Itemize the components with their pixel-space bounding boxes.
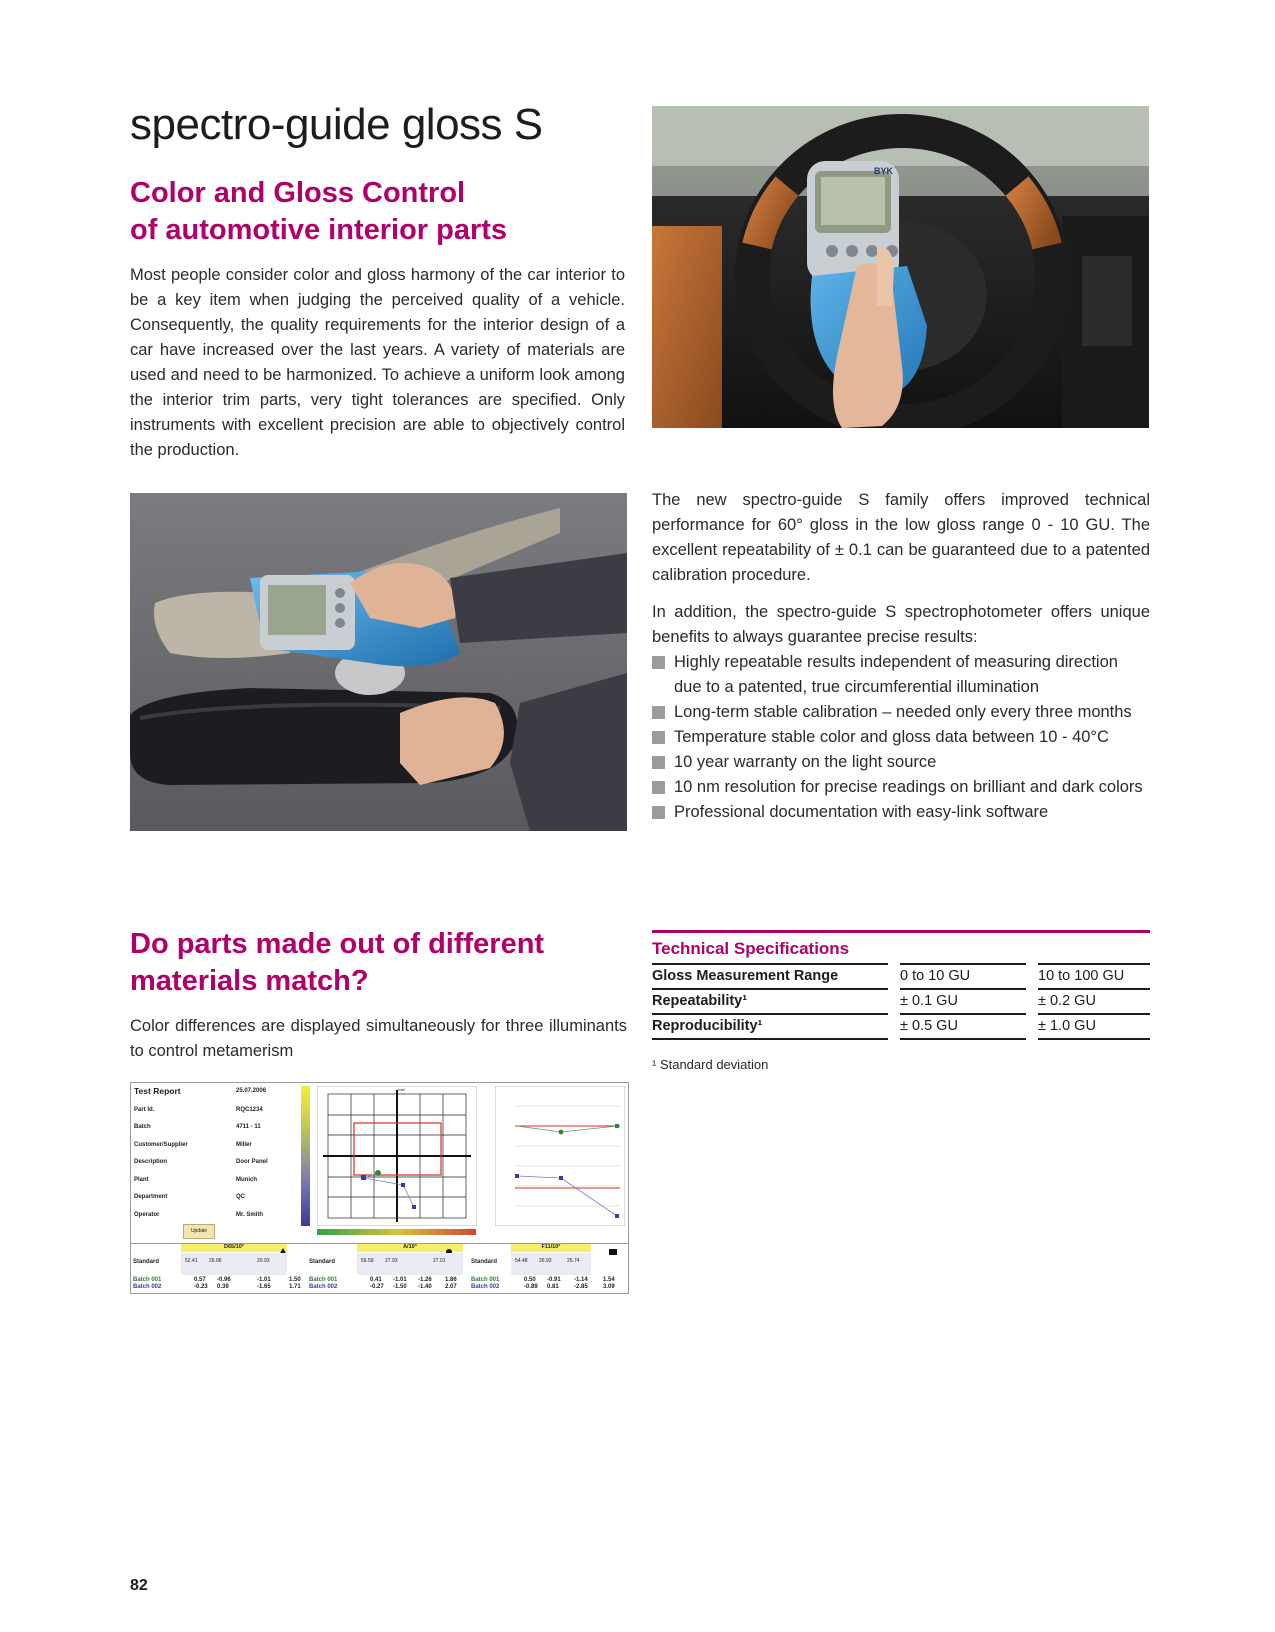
value: 0.57 xyxy=(194,1277,206,1283)
value: 0.41 xyxy=(370,1277,382,1283)
section-paragraph: Most people consider color and gloss harmony of the car interior to be a key item when judging the perceived quality of a vehicle. Consequently, the quality requirements for the interior design of a car have increased over the last years. A variety of materials are used and need to be harmonized. To achieve a uniform look among the interior trim parts, very tight tolerances are specified. Only instruments with excellent precision are able to objectively control the production. xyxy=(130,266,625,459)
batch-label: Batch 001 xyxy=(471,1277,500,1283)
square-marker-icon xyxy=(609,1249,617,1255)
value: 1.54 xyxy=(603,1277,615,1283)
report-title: Test Report xyxy=(134,1086,181,1096)
bullet-square-icon xyxy=(652,806,665,819)
feature-text: 10 nm resolution for precise readings on brilliant and dark colors xyxy=(674,778,1143,796)
batch-label: Batch 001 xyxy=(309,1277,338,1283)
value: 1.86 xyxy=(445,1277,457,1283)
report-field-value: 4711 - 11 xyxy=(236,1124,261,1130)
value: -0.96 xyxy=(217,1277,231,1283)
spec-value-high: ± 0.2 GU xyxy=(1038,988,1150,1013)
value: -0.23 xyxy=(194,1284,208,1290)
report-field-value: Miller xyxy=(236,1142,252,1148)
report-field-label: Batch xyxy=(134,1124,151,1130)
steering-wheel-photo xyxy=(652,106,1149,428)
feature-item xyxy=(652,775,1150,800)
value: -1.40 xyxy=(418,1284,432,1290)
value: 1.50 xyxy=(289,1277,301,1283)
spec-label: Reproducibility¹ xyxy=(652,1013,888,1038)
bullet-square-icon xyxy=(652,781,665,794)
report-field-label: Operator xyxy=(134,1212,160,1218)
heading-line-1: Color and Gloss Control xyxy=(130,177,466,209)
heading-line-1: Do parts made out of different xyxy=(130,928,545,960)
value: -0.89 xyxy=(524,1284,538,1290)
batch-label: Batch 002 xyxy=(309,1284,338,1290)
feature-text: Temperature stable color and gloss data between 10 - 40°C xyxy=(674,728,1109,746)
report-field-label: Department xyxy=(134,1194,168,1200)
spec-footnote: ¹ Standard deviation xyxy=(652,1057,769,1072)
section-heading xyxy=(130,175,625,249)
value: 56.59 xyxy=(361,1258,374,1264)
page-title: spectro-guide gloss S xyxy=(130,100,543,149)
section-features xyxy=(652,488,1150,825)
value: 54.48 xyxy=(515,1258,528,1264)
armrest-measurement-photo xyxy=(130,493,627,831)
feature-list xyxy=(652,650,1150,825)
feature-text: Highly repeatable results independent of measuring direction due to a patented, true circumferential illumination xyxy=(674,653,1118,696)
value: 26.06 xyxy=(209,1258,222,1264)
heading-line-2: materials match? xyxy=(130,965,369,997)
spec-value-high: ± 1.0 GU xyxy=(1038,1013,1150,1038)
standard-values-d65 xyxy=(181,1253,287,1275)
feature-text: Professional documentation with easy-link software xyxy=(674,803,1049,821)
illuminant-header: F11/10° xyxy=(511,1244,591,1252)
bullet-square-icon xyxy=(652,731,665,744)
report-field-value: Munich xyxy=(236,1177,257,1183)
batch-label: Batch 001 xyxy=(133,1277,162,1283)
value: -1.01 xyxy=(393,1277,407,1283)
value: 25.74 xyxy=(567,1258,580,1264)
dl-trend-chart xyxy=(495,1086,625,1226)
features-paragraph-2: In addition, the spectro-guide S spectrophotometer offers unique benefits to always guarantee precise results: xyxy=(652,603,1150,646)
bullet-square-icon xyxy=(652,706,665,719)
bullet-square-icon xyxy=(652,656,665,669)
report-field-label: Description xyxy=(134,1159,168,1165)
lightness-gradient-bar xyxy=(301,1086,310,1226)
spec-value-high: 10 to 100 GU xyxy=(1038,963,1150,988)
ab-axis-label: +da* xyxy=(397,1087,406,1092)
value: 2.07 xyxy=(445,1284,457,1290)
hue-gradient-bar xyxy=(317,1229,476,1235)
feature-item xyxy=(652,650,1150,700)
value: 0.81 xyxy=(547,1284,559,1290)
value: -1.50 xyxy=(393,1284,407,1290)
spec-value-low: ± 0.5 GU xyxy=(900,1013,1026,1038)
value: -1.65 xyxy=(257,1284,271,1290)
section-paragraph: Color differences are displayed simultaneously for three illuminants to control metamerism xyxy=(130,1017,627,1060)
spec-row xyxy=(652,963,1150,988)
report-field-value: Mr. Smith xyxy=(236,1212,264,1218)
device-brand-label: BYK xyxy=(874,166,894,176)
value: 27.93 xyxy=(385,1258,398,1264)
standard-label: Standard xyxy=(133,1259,160,1265)
features-paragraph-1: The new spectro-guide S family offers improved technical performance for 60° gloss in the low gloss range 0 - 10 GU. The excellent repeatability of ± 0.1 can be guaranteed due to a patented calibration procedure. xyxy=(652,491,1150,584)
feature-item xyxy=(652,800,1150,825)
value: 1.71 xyxy=(289,1284,301,1290)
standard-label: Standard xyxy=(471,1259,498,1265)
spec-top-rule xyxy=(652,930,1150,933)
report-data-tables xyxy=(131,1243,628,1294)
illuminant-header: D65/10° xyxy=(181,1244,287,1252)
value: -1.26 xyxy=(418,1277,432,1283)
value: -0.91 xyxy=(547,1277,561,1283)
batch-label: Batch 002 xyxy=(133,1284,162,1290)
feature-text: Long-term stable calibration – needed only every three months xyxy=(674,703,1132,721)
value: 52.41 xyxy=(185,1258,198,1264)
value: 20.93 xyxy=(257,1258,270,1264)
report-field-value: RQC1234 xyxy=(236,1107,263,1113)
value: 27.01 xyxy=(433,1258,446,1264)
report-field-value: Door Panel xyxy=(236,1159,268,1165)
page-number: 82 xyxy=(130,1577,148,1594)
spec-value-low: 0 to 10 GU xyxy=(900,963,1026,988)
value: 26.93 xyxy=(539,1258,552,1264)
batch-label: Batch 002 xyxy=(471,1284,500,1290)
report-update-button[interactable]: Update xyxy=(183,1224,215,1239)
value: -1.01 xyxy=(257,1277,271,1283)
report-field-value: QC xyxy=(236,1194,245,1200)
spec-title: Technical Specifications xyxy=(652,939,850,958)
report-field-label: Part Id. xyxy=(134,1107,155,1113)
spec-row xyxy=(652,1013,1150,1038)
bullet-square-icon xyxy=(652,756,665,769)
report-field-label: Customer/Supplier xyxy=(134,1142,188,1148)
feature-item xyxy=(652,725,1150,750)
standard-values-a xyxy=(357,1253,463,1275)
section-interior-parts xyxy=(130,175,625,463)
tech-specs-table xyxy=(652,930,1150,1040)
value: 0.39 xyxy=(217,1284,229,1290)
heading-line-2: of automotive interior parts xyxy=(130,214,508,246)
section-heading xyxy=(130,926,627,1000)
illuminant-header: A/10° xyxy=(357,1244,463,1252)
spec-label: Repeatability¹ xyxy=(652,988,888,1013)
test-report-screenshot xyxy=(130,1082,629,1294)
spec-row xyxy=(652,988,1150,1013)
feature-item xyxy=(652,750,1150,775)
value: 3.09 xyxy=(603,1284,615,1290)
spec-value-low: ± 0.1 GU xyxy=(900,988,1026,1013)
standard-label: Standard xyxy=(309,1259,336,1265)
value: -2.85 xyxy=(574,1284,588,1290)
ab-diagram xyxy=(317,1086,477,1226)
value: 0.50 xyxy=(524,1277,536,1283)
value: -0.27 xyxy=(370,1284,384,1290)
feature-text: 10 year warranty on the light source xyxy=(674,753,937,771)
section-materials-match xyxy=(130,926,627,1064)
report-date: 25.07.2006 xyxy=(236,1088,267,1094)
feature-item xyxy=(652,700,1150,725)
value: -1.14 xyxy=(574,1277,588,1283)
report-field-label: Plant xyxy=(134,1177,149,1183)
standard-values-f11 xyxy=(511,1253,591,1275)
spec-label: Gloss Measurement Range xyxy=(652,963,888,988)
spec-bottom-rule xyxy=(652,1038,1150,1040)
